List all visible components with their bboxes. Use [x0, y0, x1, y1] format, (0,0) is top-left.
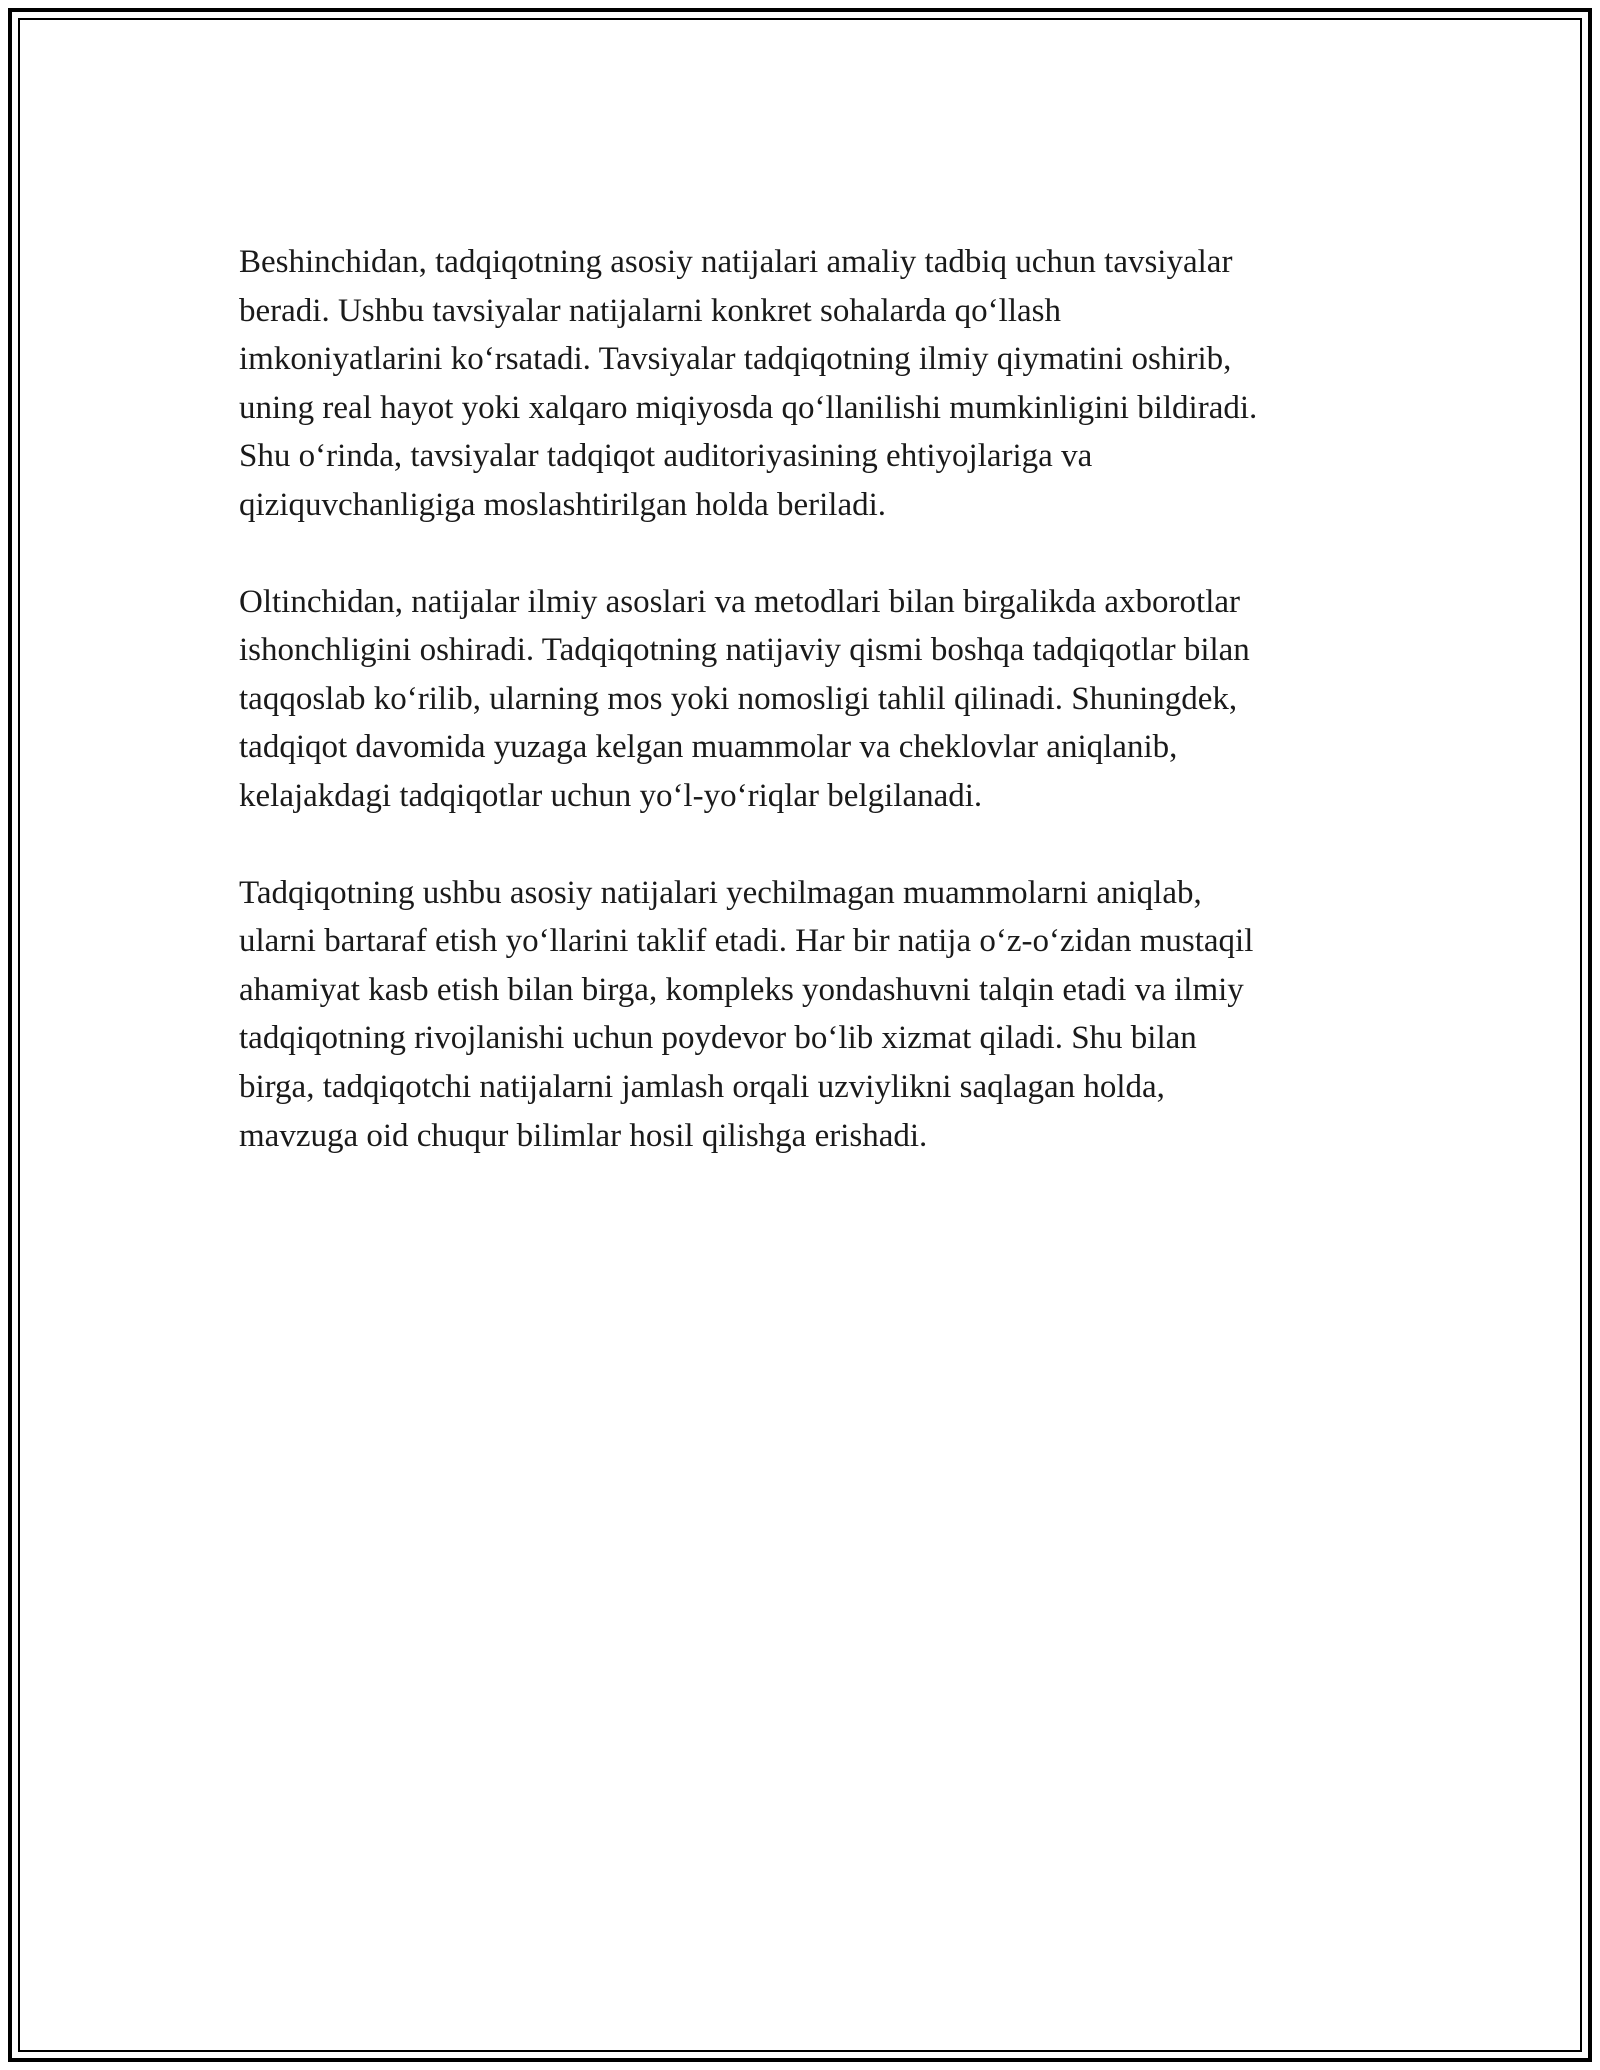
document-body — [239, 238, 1399, 1208]
paragraph-reliability: Oltinchidan, natijalar ilmiy asoslari va metodlari bilan birgalikda axborotlar ishonchligini oshiradi. Tadqiqotning natijaviy qismi boshqa tadqiqotlar bilan taqqoslab ko‘rilib, ularning mos yoki nomosligi tahlil qilinadi. Shuningdek, tadqiqot davomida yuzaga kelgan muammolar va cheklovlar aniqlanib, kelajakdagi tadqiqotlar uchun yo‘l-yo‘riqlar belgilanadi. — [239, 583, 1250, 814]
paragraph-recommendations: Beshinchidan, tadqiqotning asosiy natijalari amaliy tadbiq uchun tavsiyalar beradi. Ushbu tavsiyalar natijalarni konkret sohalarda qo‘llash imkoniyatlarini ko‘rsatadi. Tavsiyalar tadqiqotning ilmiy qiymatini oshirib, uning real hayot yoki xalqaro miqiyosda qo‘llanilishi mumkinligini bildiradi. Shu o‘rinda, tavsiyalar tadqiqot auditoriyasining ehtiyojlariga va qiziquvchanligiga moslashtirilgan holda beriladi. — [239, 244, 1258, 523]
page-border — [8, 8, 1592, 2062]
paragraph-conclusion: Tadqiqotning ushbu asosiy natijalari yechilmagan muammolarni aniqlab, ularni bartaraf etish yo‘llarini taklif etadi. Har bir natija o‘z-o‘zidan mustaqil ahamiyat kasb etish bilan birga, kompleks yondashuvni talqin etadi va ilmiy tadqiqotning rivojlanishi uchun poydevor bo‘lib xizmat qiladi. Shu bilan birga, tadqiqotchi natijalarni jamlash orqali uzviylikni saqlagan holda, mavzuga oid chuqur bilimlar hosil qilishga erishadi. — [239, 874, 1254, 1154]
